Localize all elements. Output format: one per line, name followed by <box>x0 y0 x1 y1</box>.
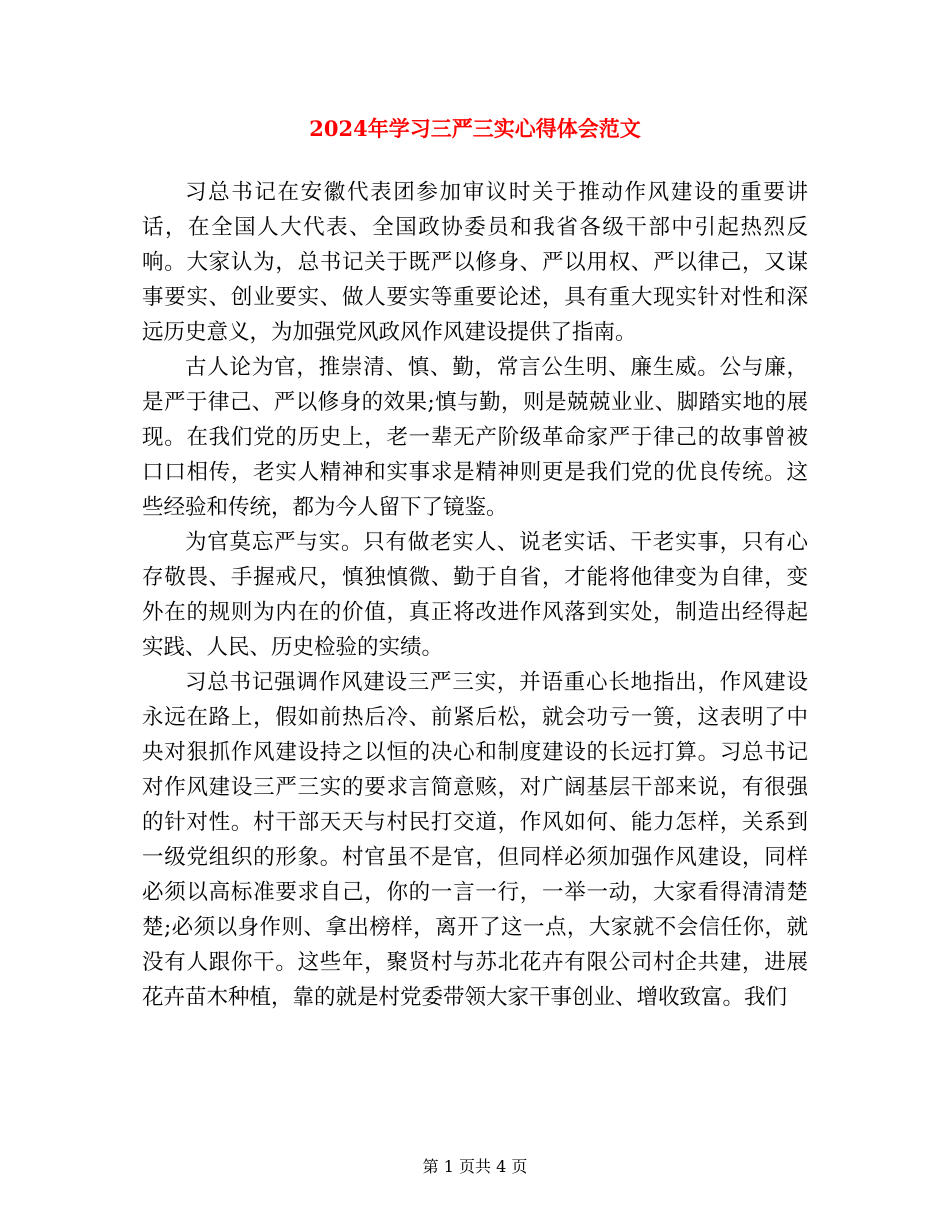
page-footer: 第 1 页共 4 页 <box>422 1157 528 1176</box>
paragraph: 古人论为官，推崇清、慎、勤，常言公生明、廉生威。公与廉，是严于律己、严以修身的效果;慎与勤，则是兢兢业业、脚踏实地的展现。在我们党的历史上，老一辈无产阶级革命家严于律己的故事曾被口口相传，老实人精神和实事求是精神则更是我们党的优良传统。这些经验和传统，都为今人留下了镜鉴。 <box>142 355 808 520</box>
document-body <box>142 175 808 1015</box>
paragraph: 习总书记在安徽代表团参加审议时关于推动作风建设的重要讲话，在全国人大代表、全国政协委员和我省各级干部中引起热烈反响。大家认为，总书记关于既严以修身、严以用权、严以律己，又谋事要实、创业要实、做人要实等重要论述，具有重大现实针对性和深远历史意义，为加强党风政风作风建设提供了指南。 <box>142 180 808 345</box>
document-title: 2024年学习三严三实心得体会范文 <box>309 116 641 141</box>
paragraph: 为官莫忘严与实。只有做老实人、说老实话、干老实事，只有心存敬畏、手握戒尺，慎独慎微、勤于自省，才能将他律变为自律，变外在的规则为内在的价值，真正将改进作风落到实处，制造出经得起实践、人民、历史检验的实绩。 <box>142 530 808 660</box>
paragraph: 习总书记强调作风建设三严三实，并语重心长地指出，作风建设永远在路上，假如前热后冷、前紧后松，就会功亏一篑，这表明了中央对狠抓作风建设持之以恒的决心和制度建设的长远打算。习总书记对作风建设三严三实的要求言简意赅，对广阔基层干部来说，有很强的针对性。村干部天天与村民打交道，作风如何、能力怎样，关系到一级党组织的形象。村官虽不是官，但同样必须加强作风建设，同样必须以高标准要求自己，你的一言一行，一举一动，大家看得清清楚楚;必须以身作则、拿出榜样，离开了这一点，大家就不会信任你，就没有人跟你干。这些年，聚贤村与苏北花卉有限公司村企共建，进展花卉苗木种植，靠的就是村党委带领大家干事创业、增收致富。我们 <box>142 670 808 1010</box>
